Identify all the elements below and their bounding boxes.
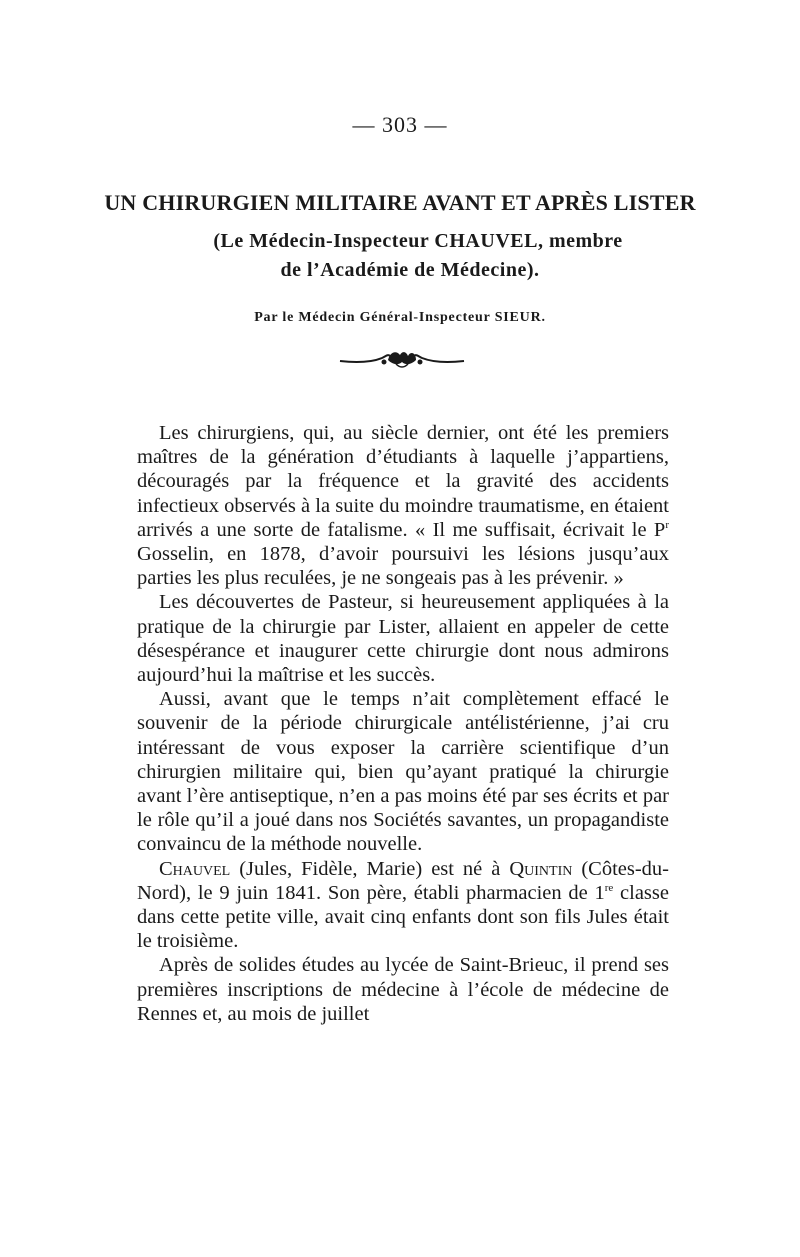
- person-name: Chauvel: [159, 857, 231, 880]
- superscript-re: re: [604, 882, 614, 895]
- subtitle-line-2: de l’Académie de Médecine).: [280, 259, 540, 281]
- paragraph-5: Après de solides études au lycée de Saint-Brieuc, il prend ses premières inscriptions de médecine à l’école de médecine de Rennes et, au mois de juillet: [137, 954, 669, 1025]
- paragraph-4: [137, 857, 669, 954]
- paragraph-3: Aussi, avant que le temps n’ait complètement effacé le souvenir de la période chirurgicale antélistérienne, j’ai cru intéressant de vous exposer la carrière scientifique d’un chirurgien militaire qui, bien qu’ayant pratiqué la chirurgie avant l’ère antiseptique, n’en a pas moins été par ses écrits et par le rôle qu’il a joué dans nos Sociétés savantes, un propagandiste convaincu de la méthode nouvelle.: [137, 688, 669, 856]
- superscript-r: r: [665, 518, 669, 531]
- paragraph-2: Les découvertes de Pasteur, si heureusement appliquées à la pratique de la chirurgie par Lister, allaient en appeler de cette désespérance et inaugurer cette chirurgie dont nous admirons aujourd’hui la maîtrise et les succès.: [137, 591, 669, 687]
- paragraph-1: [137, 421, 669, 590]
- place-name: Quintin: [509, 857, 573, 880]
- author-byline: Par le Médecin Général-Inspecteur SIEUR.: [254, 310, 546, 325]
- paragraph-1-end: Gosselin, en 1878, d’avoir poursuivi les lésions jusqu’aux parties les plus reculées, je ne songeais pas à les prévenir. »: [137, 543, 669, 590]
- fleuron-ornament-icon: [338, 348, 466, 370]
- page-number: — 303 —: [352, 112, 448, 137]
- paragraph-4-text-a: (Jules, Fidèle, Marie) est né à: [230, 857, 510, 880]
- paragraph-1-text: Les chirurgiens, qui, au siècle dernier, ont été les premiers maîtres de la génération d’étudiants à laquelle j’appartiens, découragés par la fréquence et la gravité des accidents infectieux observés à la suite du moindre traumatisme, en étaient arrivés a une sorte de fatalisme. « Il me suffisait, écrivait le P: [137, 422, 669, 541]
- paragraph-4-text-b: (Côtes-du-Nord), le 9 juin 1841. Son père, établi pharmacien de 1: [137, 857, 669, 904]
- subtitle-line-1: (Le Médecin-Inspecteur CHAUVEL, membre: [213, 230, 623, 252]
- paragraph-4-text-c: classe dans cette petite ville, avait cinq enfants dont son fils Jules était le troisième.: [137, 881, 669, 953]
- article-title: UN CHIRURGIEN MILITAIRE AVANT ET APRÈS LISTER: [104, 190, 696, 215]
- article-body: [137, 421, 669, 1026]
